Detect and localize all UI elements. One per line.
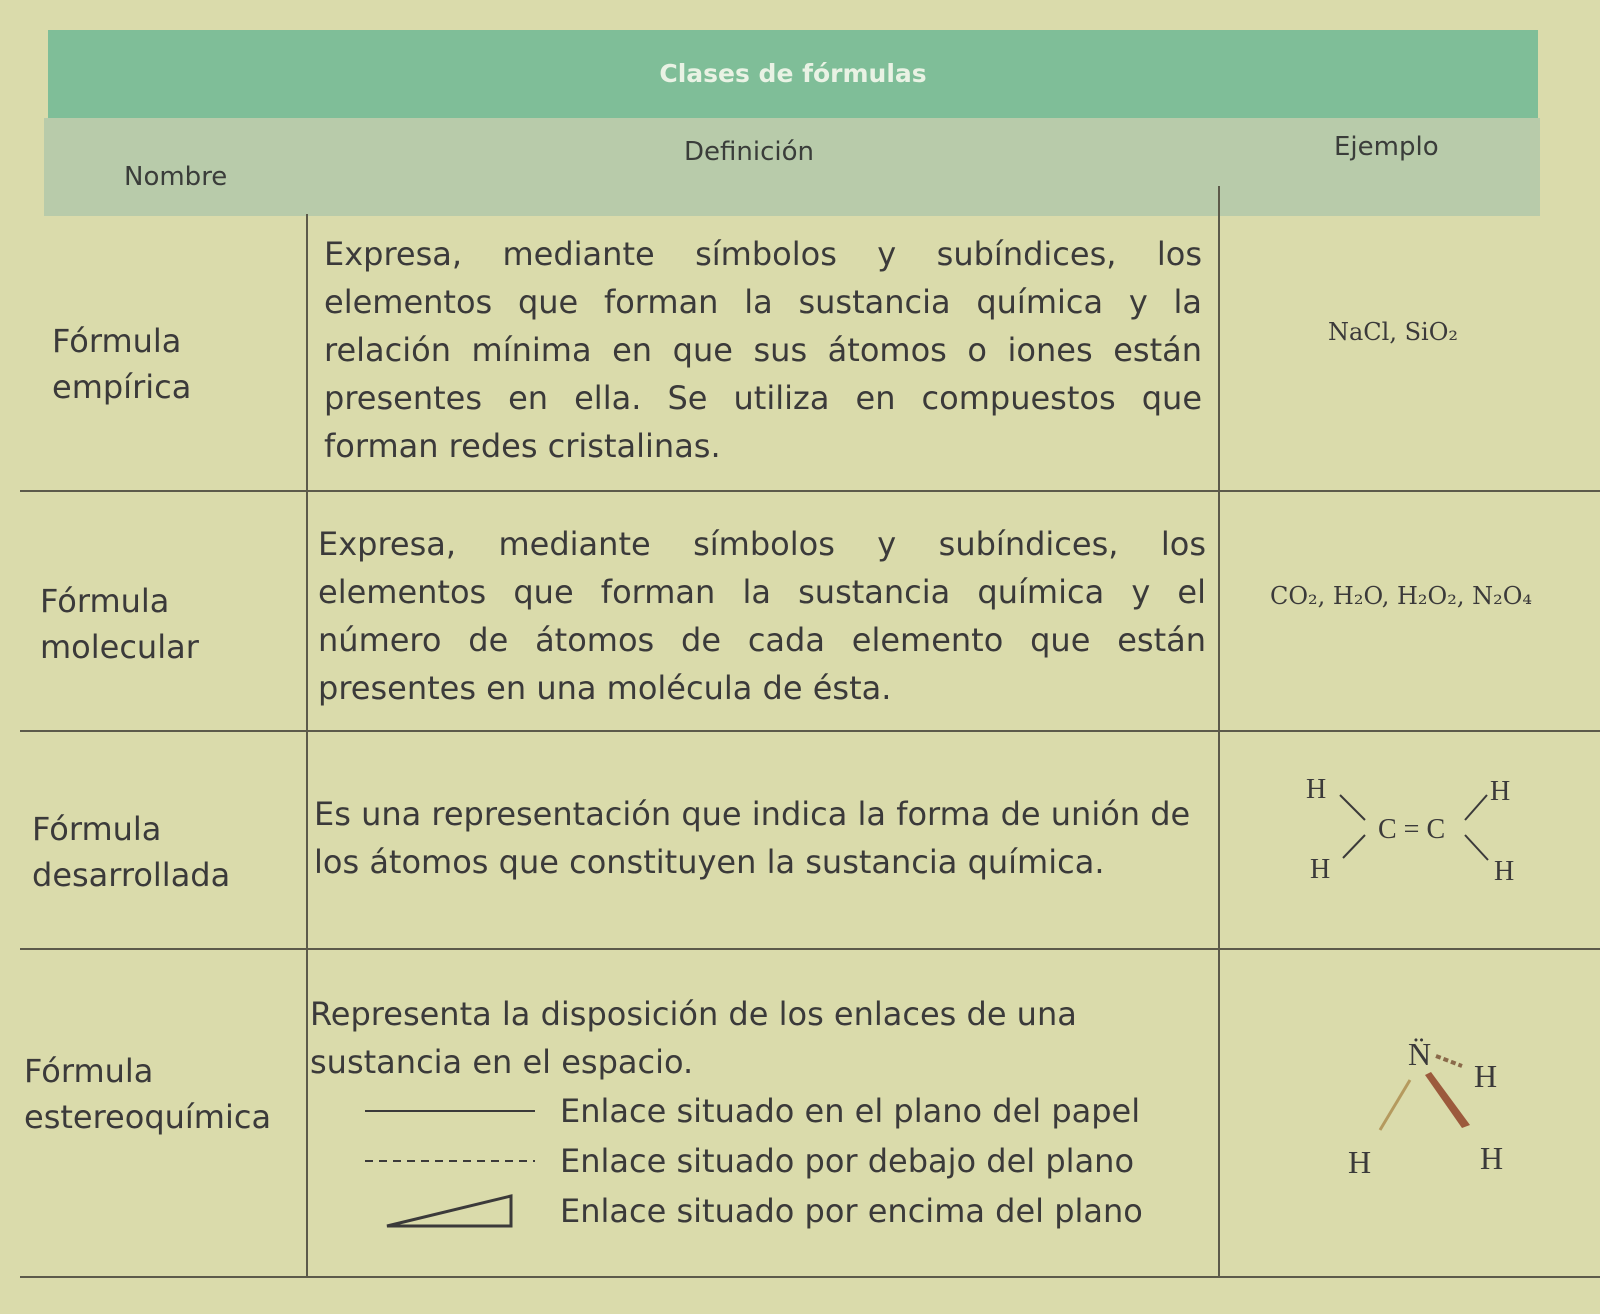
row-example-molecular: CO₂, H₂O, H₂O₂, N₂O₄ xyxy=(1270,582,1533,610)
row-divider xyxy=(20,948,1600,950)
table-header xyxy=(44,118,1540,216)
row-definition-molecular: Expresa, mediante símbolos y subíndices, los elementos que forman la sustancia química y el número de átomos de cada elemento que están presentes en una molécula de ésta. xyxy=(318,525,1206,707)
row-name-molecular: Fórmula molecular xyxy=(40,582,199,666)
bond-lines xyxy=(1330,790,1510,870)
row-definition-empirica: Expresa, mediante símbolos y subíndices, los elementos que forman la sustancia química y la relación mínima en que sus átomos o iones están presentes en ella. Se utiliza en compuestos que forman redes cristalinas. xyxy=(324,235,1202,465)
column-divider xyxy=(306,214,308,1276)
atom-h: H xyxy=(1306,774,1327,805)
solid-line-icon xyxy=(360,1109,540,1113)
legend-label: Enlace situado por encima del plano xyxy=(560,1192,1143,1230)
atom-h: H xyxy=(1490,776,1511,807)
row-example-empirica: NaCl, SiO₂ xyxy=(1328,318,1459,346)
row-definition-desarrollada: Es una representación que indica la forma de unión de los átomos que constituyen la sustancia química. xyxy=(314,795,1191,881)
row-definition-estereoquimica: Representa la disposición de los enlaces de una sustancia en el espacio. xyxy=(310,995,1077,1081)
atom-h: H xyxy=(1474,1058,1498,1094)
table-title: Clases de fórmulas xyxy=(659,58,927,88)
bond-legend xyxy=(360,1086,1143,1236)
c-double-bond-c: C = C xyxy=(1378,814,1446,845)
atom-n: N̈ xyxy=(1408,1036,1432,1072)
dashed-line-icon xyxy=(360,1159,540,1163)
row-name-desarrollada: Fórmula desarrollada xyxy=(32,810,231,894)
header-definition: Definición xyxy=(684,137,814,167)
legend-label: Enlace situado en el plano del papel xyxy=(560,1092,1141,1130)
atom-h: H xyxy=(1348,1144,1372,1180)
header-example: Ejemplo xyxy=(1334,132,1439,162)
legend-label: Enlace situado por debajo del plano xyxy=(560,1142,1135,1180)
header-name: Nombre xyxy=(124,162,228,192)
row-divider xyxy=(20,490,1600,492)
row-name-empirica: Fórmula empírica xyxy=(52,322,192,406)
row-divider xyxy=(20,1276,1600,1278)
table-title-band xyxy=(48,30,1538,130)
atom-h: H xyxy=(1494,856,1515,887)
wedge-icon xyxy=(360,1193,540,1229)
row-name-estereoquimica: Fórmula estereoquímica xyxy=(24,1052,272,1136)
row-divider xyxy=(20,730,1600,732)
stereo-bonds xyxy=(1370,1050,1490,1140)
atom-h: H xyxy=(1310,854,1331,885)
atom-h: H xyxy=(1480,1140,1504,1176)
